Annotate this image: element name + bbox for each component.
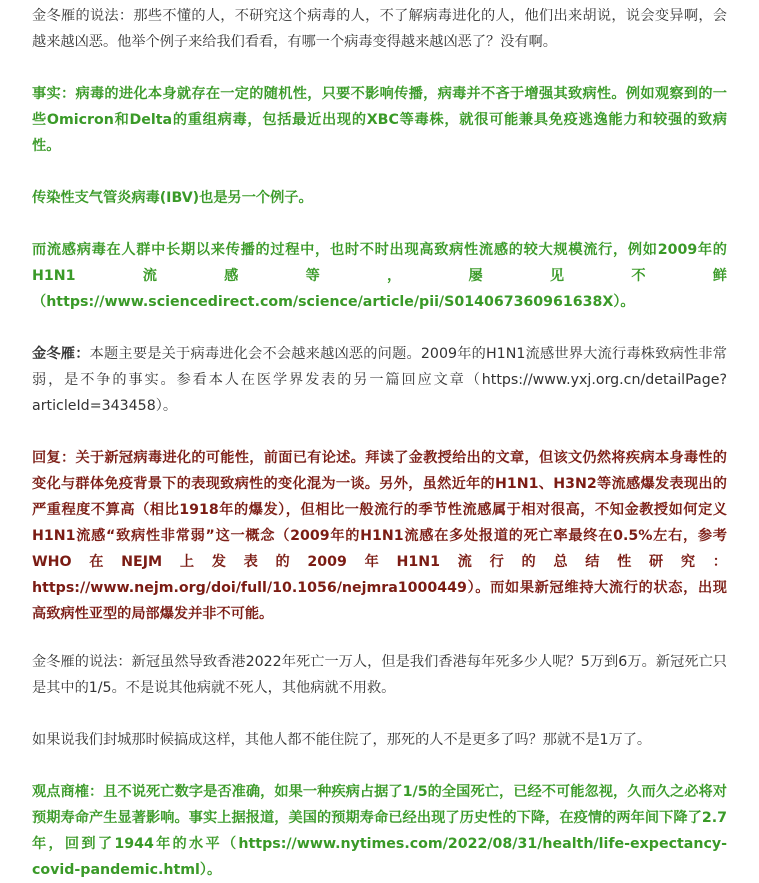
paragraph-lockdown-claim [32,727,727,753]
paragraph-text: 金冬雁的说法：那些不懂的人，不研究这个病毒的人，不了解病毒进化的人，他们出来胡说，说会变异啊，会越来越凶恶。他举个例子来给我们看看，有哪一个病毒变得越来越凶恶了？没有啊。 [32,8,727,50]
paragraph-jin-response [32,341,727,419]
paragraph-text: 本题主要是关于病毒进化会不会越来越凶恶的问题。2009年的H1N1流感世界大流行毒株致病性非常弱，是不争的事实。参看本人在医学界发表的另一篇回应文章（https://www.yxj.org.cn/detailPage?articleId=343458）。 [32,346,727,414]
paragraph-text: 观点商榷：且不说死亡数字是否准确，如果一种疾病占据了1/5的全国死亡，已经不可能忽视，久而久之必将对预期寿命产生显著影响。事实上据报道，美国的预期寿命已经出现了历史性的下降，在疫情的两年间下降了2.7年，回到了1944年的水平（https://www.nytimes.com/2022/08/31/health/life-expectancy-covid-pandemic.html）。 [32,784,727,878]
paragraph-fact-rebuttal [32,81,727,159]
paragraph-text: 金冬雁的说法：新冠虽然导致香港2022年死亡一万人，但是我们香港每年死多少人呢？5万到6万。新冠死亡只是其中的1/5。不是说其他病就不死人，其他病就不用救。 [32,654,727,696]
paragraph-jin-claim-virus-evolution [32,3,727,55]
paragraph-jin-claim-deaths [32,649,727,701]
paragraph-influenza-example [32,237,727,315]
speaker-label: 金冬雁： [32,346,90,362]
paragraph-text: 如果说我们封城那时候搞成这样，其他人都不能住院了，那死的人不是更多了吗？那就不是1万了。 [32,732,652,748]
paragraph-ibv-example [32,185,727,211]
paragraph-reply [32,445,727,627]
paragraph-text: 事实：病毒的进化本身就存在一定的随机性，只要不影响传播，病毒并不吝于增强其致病性。例如观察到的一些Omicron和Delta的重组病毒，包括最近出现的XBC等毒株，就很可能兼具免疫逃逸能力和较强的致病性。 [32,86,727,154]
paragraph-viewpoint-discussion [32,779,727,883]
paragraph-text: 回复：关于新冠病毒进化的可能性，前面已有论述。拜读了金教授给出的文章，但该文仍然将疾病本身毒性的变化与群体免疫背景下的表现致病性的变化混为一谈。另外，虽然近年的H1N1、H3N2等流感爆发表现出的严重程度不算高（相比1918年的爆发），但相比一般流行的季节性流感属于相对很高，不知金教授如何定义H1N1流感“致病性非常弱”这一概念（2009年的H1N1流感在多处报道的死亡率最终在0.5%左右，参考WHO在NEJM上发表的2009年H1N1流行的总结性研究：https://www.nejm.org/doi/full/10.1056/nejmra1000449）。而如果新冠维持大流行的状态，出现高致病性亚型的局部爆发并非不可能。 [32,450,727,622]
paragraph-text: 而流感病毒在人群中长期以来传播的过程中，也时不时出现高致病性流感的较大规模流行，例如2009年的H1N1流感等，屡见不鲜（https://www.sciencedirect.com/science/article/pii/S014067360961638X）。 [32,242,727,310]
paragraph-text: 传染性支气管炎病毒(IBV)也是另一个例子。 [32,190,313,206]
